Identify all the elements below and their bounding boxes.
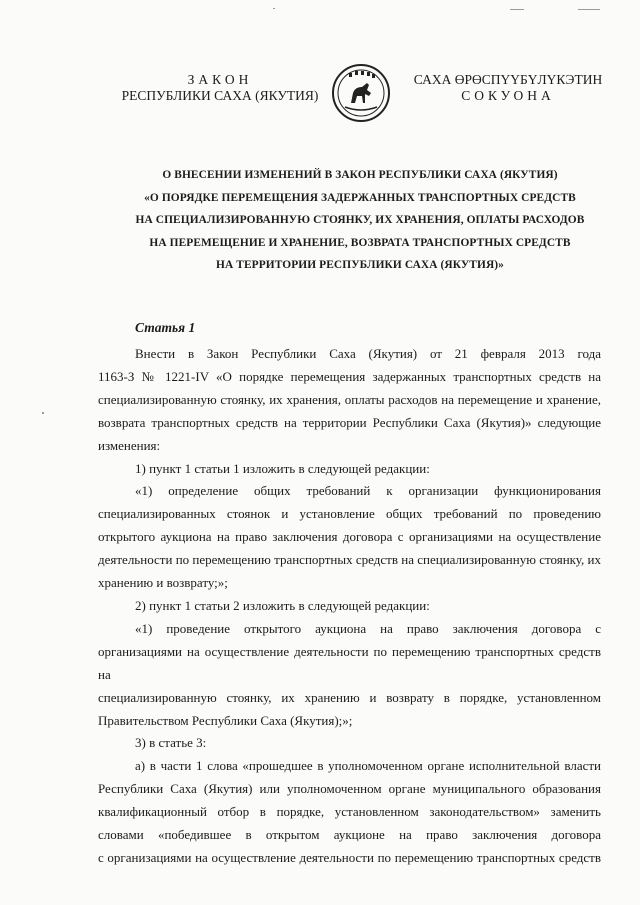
title-line: О ВНЕСЕНИИ ИЗМЕНЕНИЙ В ЗАКОН РЕСПУБЛИКИ САХА (ЯКУТИЯ) xyxy=(162,169,558,181)
text-line: Внести в Закон Республики Саха (Якутия) от 21 февраля 2013 года xyxy=(135,346,601,361)
text-line: открытого аукциона на право заключения договора с организациями на осуществление xyxy=(98,529,601,545)
title-line: НА ПЕРЕМЕЩЕНИЕ И ХРАНЕНИЕ, ВОЗВРАТА ТРАНСПОРТНЫХ СРЕДСТВ xyxy=(149,236,571,249)
text-line: с организациями на осуществление деятельности по перемещению транспортных средств xyxy=(98,849,601,865)
text-line: Правительством Республики Саха (Якутия);»; xyxy=(98,712,353,728)
scan-speck xyxy=(273,8,275,9)
scan-speck xyxy=(510,9,524,10)
title-line: НА ТЕРРИТОРИИ РЕСПУБЛИКИ САХА (ЯКУТИЯ)» xyxy=(216,259,504,272)
text-line: изменения: xyxy=(98,437,161,453)
sakha-coat-of-arms-icon xyxy=(331,63,391,123)
text-line: квалификационный отбор в порядке, установленном законодательством» заменить xyxy=(98,804,601,820)
text-line: 2) пункт 1 статьи 2 изложить в следующей редакции: xyxy=(135,597,430,613)
header-right-line2: СОКУОНА xyxy=(461,88,555,103)
header-left-line2: РЕСПУБЛИКИ САХА (ЯКУТИЯ) xyxy=(121,88,319,103)
text-line: 3) в статье 3: xyxy=(135,735,207,751)
header-right-line1: САХА ӨРӨСПҮҮБҮЛҮКЭТИН xyxy=(413,72,603,87)
text-line: специализированную стоянку, их хранения, оплаты расходов на перемещение и хранение, xyxy=(98,391,601,407)
scan-speck xyxy=(578,9,600,10)
header-left xyxy=(110,72,330,104)
title-line: «О ПОРЯДКЕ ПЕРЕМЕЩЕНИЯ ЗАДЕРЖАННЫХ ТРАНСПОРТНЫХ СРЕДСТВ xyxy=(144,191,576,204)
text-line: Республики Саха (Якутия) или уполномоченном органе муниципального образования xyxy=(98,781,601,797)
text-line: 1163-З № 1221-IV «О порядке перемещения задержанных транспортных средств на xyxy=(98,368,601,384)
article-heading: Статья 1 xyxy=(135,320,196,335)
text-line: «1) проведение открытого аукциона на право заключения договора с xyxy=(135,620,601,636)
text-line: 1) пункт 1 статьи 1 изложить в следующей редакции: xyxy=(135,460,430,476)
text-line: специализированную стоянку, их хранению и возврату в порядке, установленном xyxy=(98,689,601,705)
text-line: хранению и возврату;»; xyxy=(98,575,228,591)
title-line: НА СПЕЦИАЛИЗИРОВАННУЮ СТОЯНКУ, ИХ ХРАНЕНИЯ, ОПЛАТЫ РАСХОДОВ xyxy=(135,214,585,227)
law-title xyxy=(110,164,610,277)
text-line: а) в части 1 слова «прошедшее в уполномоченном органе исполнительной власти xyxy=(135,758,601,774)
scan-speck xyxy=(42,412,44,414)
text-line: деятельности по перемещению транспортных средств на специализированную стоянку, их xyxy=(98,552,601,568)
text-line: словами «победившее в открытом аукционе на право заключения договора xyxy=(98,827,601,843)
text-line: возврата транспортных средств на территории Республики Саха (Якутия)» следующие xyxy=(98,414,601,430)
header-right xyxy=(410,72,606,104)
text-line: организациями на осуществление деятельности по перемещению транспортных средств на xyxy=(98,643,601,682)
text-line: специализированных стоянок и установление общих требований по проведению xyxy=(98,506,601,522)
header-left-line1: ЗАКОН xyxy=(187,72,253,87)
document-body xyxy=(98,343,601,870)
text-line: «1) определение общих требований к организации функционирования xyxy=(135,483,601,499)
